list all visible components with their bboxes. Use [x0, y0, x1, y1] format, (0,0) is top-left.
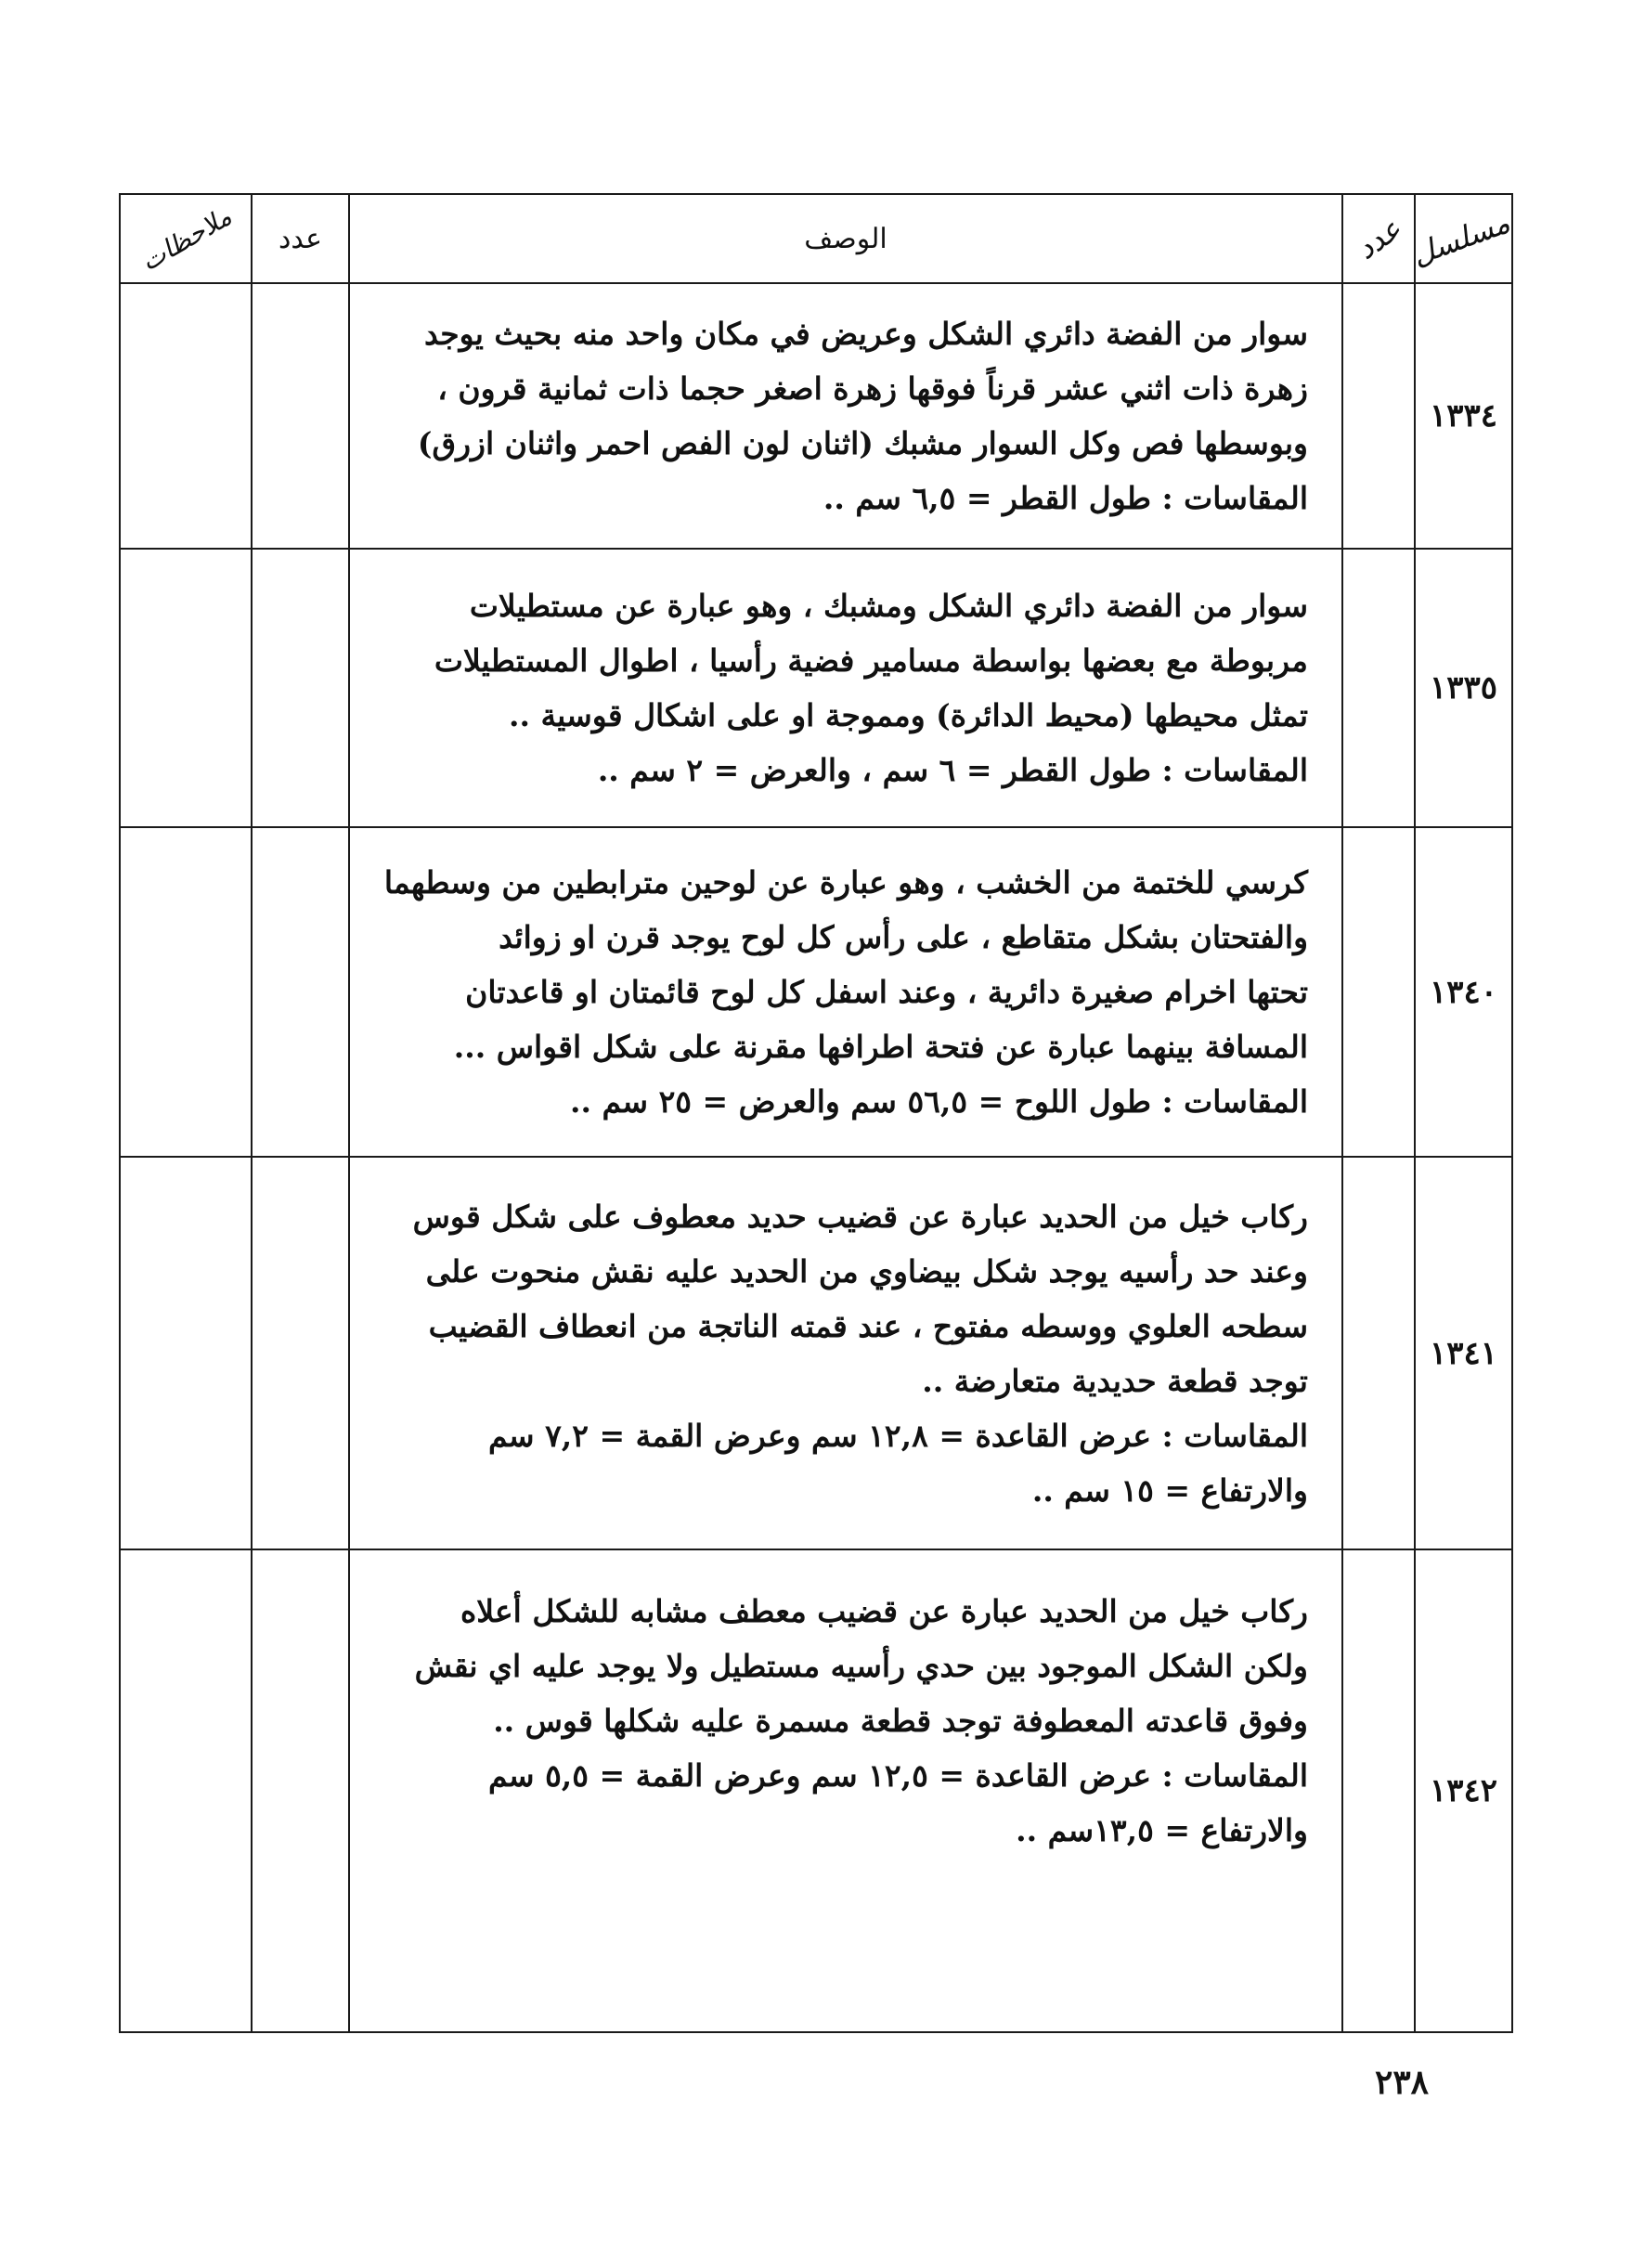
description-line: والفتحتان بشكل متقاطع ، على رأس كل لوح يوجد قرن او زوائد: [499, 919, 1308, 955]
notes-cell: [120, 1549, 252, 2032]
description-line: المقاسات : طول القطر = ٦ سم ، والعرض = ٢ سم ..: [597, 752, 1308, 788]
count-cell: [1342, 549, 1415, 827]
notes-cell: [120, 283, 252, 549]
header-count-right: عدد: [1342, 194, 1415, 283]
page-number: ٢٣٨: [1374, 2063, 1429, 2102]
count-cell: [1342, 283, 1415, 549]
description-line: وبوسطها فص وكل السوار مشبك (اثنان لون الفص احمر واثنان ازرق): [417, 425, 1308, 461]
table-row: [120, 827, 1512, 1157]
description-line: المقاسات : عرض القاعدة = ١٢,٥ سم وعرض القمة = ٥,٥ سم: [487, 1757, 1308, 1794]
header-count-left: عدد: [252, 194, 349, 283]
description-line: سوار من الفضة دائري الشكل وعريض في مكان واحد منه بحيث يوجد: [423, 316, 1308, 352]
description-line: ولكن الشكل الموجود بين حدي رأسيه مستطيل ولا يوجد عليه اي نقش: [414, 1648, 1308, 1684]
description-line: المقاسات : عرض القاعدة = ١٢,٨ سم وعرض القمة = ٧,٢ سم: [487, 1417, 1308, 1454]
inventory-table: [119, 193, 1513, 2033]
description-line: سطحه العلوي ووسطه مفتوح ، عند قمته الناتجة من انعطاف القضيب: [428, 1307, 1308, 1344]
count-cell: [252, 1157, 349, 1549]
serial-number: ١٣٤٠: [1415, 827, 1512, 1157]
description-line: ركاب خيل من الحديد عبارة عن قضيب حديد معطوف على شكل قوس: [412, 1198, 1308, 1235]
description-line: والارتفاع = ١٥ سم ..: [1031, 1471, 1308, 1509]
serial-number: ١٣٤٢: [1415, 1549, 1512, 2032]
description-line: وعند حد رأسيه يوجد شكل بيضاوي من الحديد عليه نقش منحوت على: [425, 1252, 1308, 1290]
description-line: سوار من الفضة دائري الشكل ومشبك ، وهو عبارة عن مستطيلات: [469, 588, 1308, 624]
notes-cell: [120, 827, 252, 1157]
description-line: المقاسات : طول اللوح = ٥٦,٥ سم والعرض = ٢٥ سم ..: [570, 1083, 1308, 1120]
notes-cell: [120, 1157, 252, 1549]
description-line: تمثل محيطها (محيط الدائرة) ومموجة او على اشكال قوسية ..: [509, 697, 1308, 733]
description-line: المسافة بينهما عبارة عن فتحة اطرافها مقرنة على شكل اقواس ...: [453, 1029, 1308, 1065]
count-cell: [1342, 827, 1415, 1157]
table-row: [120, 283, 1512, 549]
table-header-row: [120, 194, 1512, 283]
description-line: وفوق قاعدته المعطوفة توجد قطعة مسمرة عليه شكلها قوس ..: [493, 1703, 1308, 1739]
description-cell: [349, 549, 1342, 827]
header-notes: ملاحظات: [120, 194, 252, 283]
count-cell: [252, 1549, 349, 2032]
description-cell: [349, 283, 1342, 549]
description-cell: [349, 827, 1342, 1157]
description-line: زهرة ذات اثني عشر قرناً فوقها زهرة اصغر حجما ذات ثمانية قرون ،: [437, 370, 1308, 407]
description-cell: [349, 1549, 1342, 2032]
description-line: كرسي للختمة من الخشب ، وهو عبارة عن لوحين مترابطين من وسطهما: [383, 864, 1308, 901]
count-cell: [1342, 1549, 1415, 2032]
serial-number: ١٣٤١: [1415, 1157, 1512, 1549]
header-serial: مسلسل: [1415, 194, 1512, 283]
description-cell: [349, 1157, 1342, 1549]
count-cell: [252, 283, 349, 549]
table-row: [120, 1157, 1512, 1549]
description-line: ركاب خيل من الحديد عبارة عن قضيب معطف مشابه للشكل أعلاه: [460, 1593, 1308, 1629]
serial-number: ١٣٣٤: [1415, 283, 1512, 549]
description-line: المقاسات : طول القطر = ٦,٥ سم ..: [822, 480, 1308, 516]
description-line: توجد قطعة حديدية متعارضة ..: [922, 1362, 1308, 1399]
table-row: [120, 1549, 1512, 2032]
table-row: [120, 549, 1512, 827]
description-line: تحتها اخرام صغيرة دائرية ، وعند اسفل كل لوح قائمتان او قاعدتان: [465, 974, 1308, 1010]
notes-cell: [120, 549, 252, 827]
header-description: الوصف: [349, 194, 1342, 283]
count-cell: [1342, 1157, 1415, 1549]
serial-number: ١٣٣٥: [1415, 549, 1512, 827]
count-cell: [252, 549, 349, 827]
count-cell: [252, 827, 349, 1157]
description-line: مربوطة مع بعضها بواسطة مسامير فضية رأسيا ، اطوال المستطيلات: [434, 642, 1308, 679]
description-line: والارتفاع = ١٣,٥سم ..: [1016, 1812, 1308, 1848]
